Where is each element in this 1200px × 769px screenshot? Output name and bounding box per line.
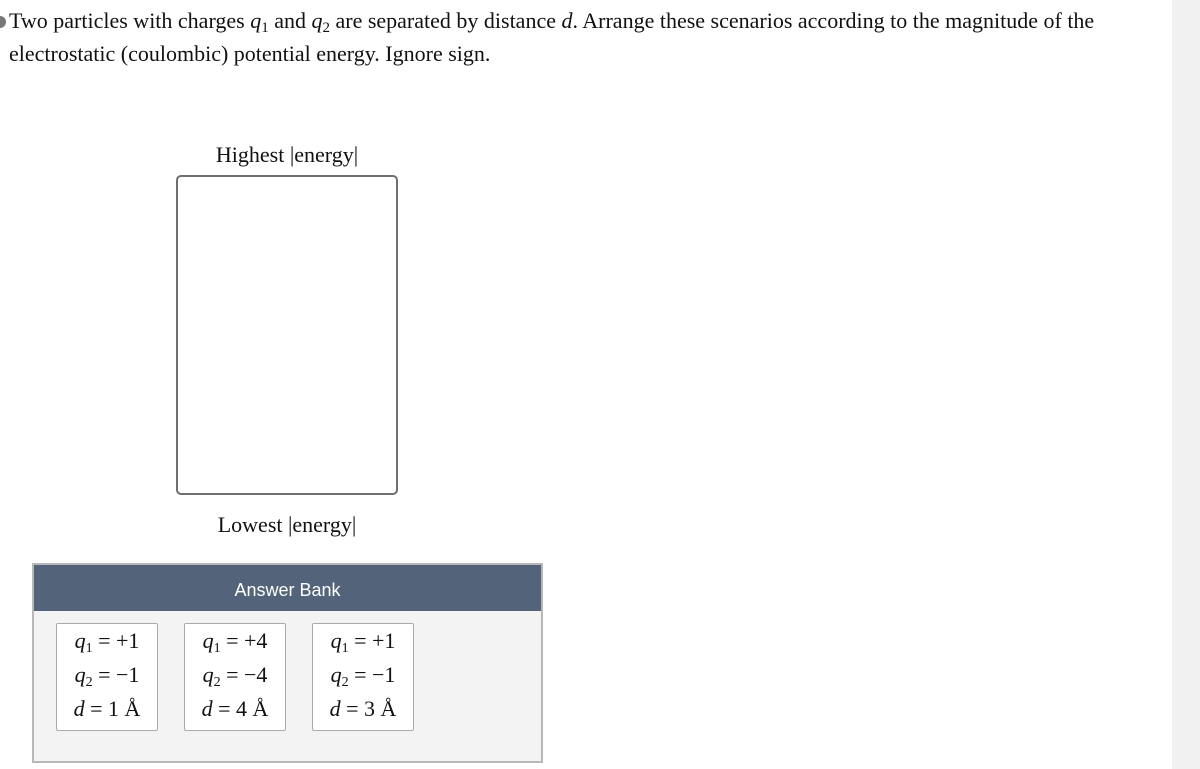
question-bullet [0, 16, 6, 28]
answer-card-3[interactable] [312, 623, 414, 731]
right-scroll-gutter [1172, 0, 1200, 769]
card-d-line: d = 4 Å [201, 696, 269, 721]
card-d-line: d = 3 Å [329, 696, 397, 721]
card-q1-line: $q_1 = +1$ [74, 628, 140, 656]
lowest-energy-label: Lowest |energy| [217, 512, 357, 537]
card-q1-line: $q_1 = +4$ [202, 628, 268, 656]
highest-energy-label: Highest |energy| [215, 142, 359, 167]
card-d-line: d = 1 Å [73, 696, 141, 721]
card-q2-line: $q_2 = -1$ [330, 662, 396, 690]
answer-bank-title: Answer Bank [34, 565, 541, 611]
question-text: Two particles with charges $q_1$ and $q_2$ are separated by distance d. Arrange these scenarios according to the magnitude of the electrostatic (coulombic) potential energy. Ignore sign. [9, 8, 1095, 66]
answer-card-2[interactable] [184, 623, 286, 731]
card-q2-line: $q_2 = -4$ [202, 662, 268, 690]
answer-card-1[interactable] [56, 623, 158, 731]
answer-bank [32, 563, 543, 763]
ranking-drop-zone[interactable] [176, 175, 398, 495]
card-q1-line: $q_1 = +1$ [330, 628, 396, 656]
card-q2-line: $q_2 = -1$ [74, 662, 140, 690]
